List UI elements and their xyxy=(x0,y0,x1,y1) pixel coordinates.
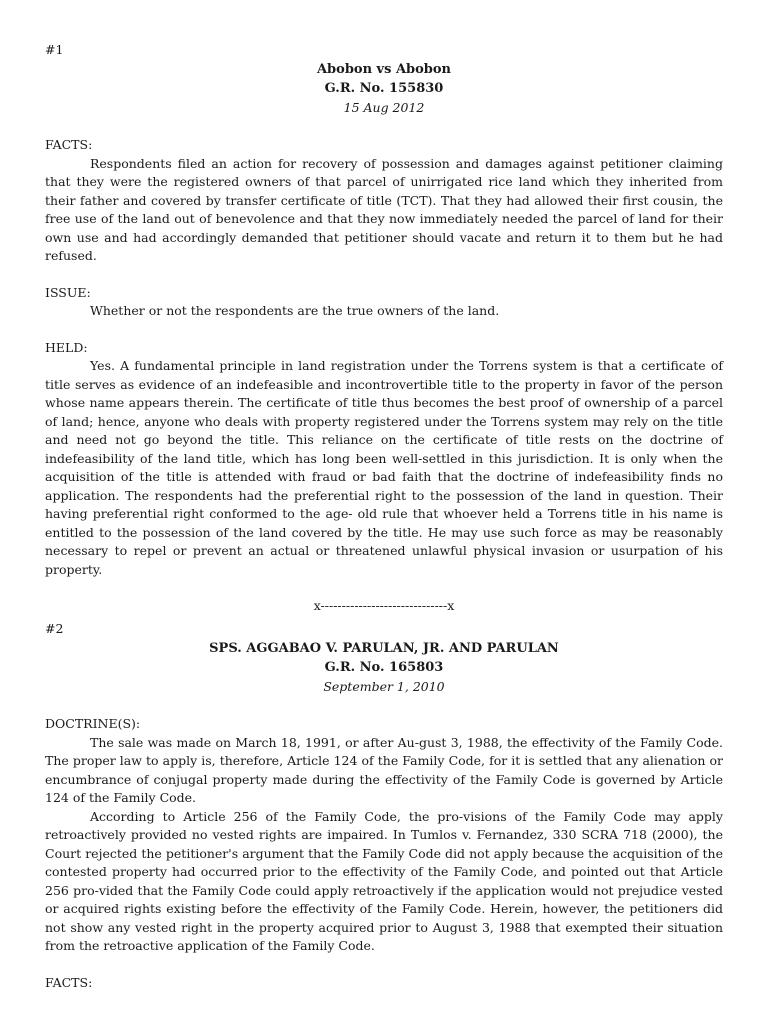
case-heading xyxy=(45,639,723,696)
doctrine-paragraph: According to Article 256 of the Family Code, the pro-visions of the Family Code may apply retroactively provided no vested rights are impaired. In Tumlos v. Fernandez, 330 SCRA 718 (2000), the Court rejected the petitioner's argument that the Family Code did not apply because the acquisition of the contested property had occurred prior to the effectivity of the Family Code, and pointed out that Article 256 pro-vided that the Family Code could apply retroactively if the application would not prejudice vested or acquired rights existing before the effectivity of the Family Code. Herein, however, the petitioners did not show any vested right in the property acquired prior to August 3, 1988 that exempted their situation from the retroactive application of the Family Code. xyxy=(45,808,723,953)
doctrine-label: DOCTRINE(S): xyxy=(45,716,141,731)
facts-label: FACTS: xyxy=(45,974,93,990)
case-number: #1 xyxy=(45,42,64,57)
case-gr-number: G.R. No. 165803 xyxy=(324,660,444,675)
facts-label: FACTS: xyxy=(45,137,93,152)
case-title: SPS. AGGABAO V. PARULAN, JR. AND PARULAN xyxy=(209,641,559,656)
case-number: #2 xyxy=(45,621,64,636)
facts-paragraph: Respondents filed an action for recovery of possession and damages against petitioner claiming that they were the registered owners of that parcel of unirrigated rice land which they inherited from their father and covered by transfer certificate of title (TCT). That they had allowed their first cousin, the free use of the land out of benevolence and that they now immediately needed the parcel of land for their own use and had accordingly demanded that petitioner should vacate and return it to them but he had refused. xyxy=(45,155,723,263)
doctrine-paragraph: The sale was made on March 18, 1991, or after Au-gust 3, 1988, the effectivity of the Family Code. The proper law to apply is, therefore, Article 124 of the Family Code, for it is settled that any alienation or encumbrance of conjugal property made during the effectivity of the Family Code is governed by Article 124 of the Family Code. xyxy=(45,734,723,805)
case-title: Abobon vs Abobon xyxy=(316,62,452,77)
issue-paragraph: Whether or not the respondents are the true owners of the land. xyxy=(90,303,500,318)
case-heading xyxy=(45,60,723,117)
document-page xyxy=(45,40,723,992)
case-gr-number: G.R. No. 155830 xyxy=(324,81,444,96)
case-date: 15 Aug 2012 xyxy=(343,100,425,115)
held-label: HELD: xyxy=(45,339,88,355)
issue-label: ISSUE: xyxy=(45,284,91,300)
held-paragraph: Yes. A fundamental principle in land registration under the Torrens system is that a certificate of title serves as evidence of an indefeasible and incontrovertible title to the property in favor of the person whose name appears therein. The certificate of title thus becomes the best proof of ownership of a parcel of land; hence, anyone who deals with property registered under the Torrens system may rely on the title and need not go beyond the title. This reliance on the certificate of title rests on the doctrine of indefeasibility of the land title, which has long been well-settled in this jurisdiction. It is only when the acquisition of the title is attended with fraud or bad faith that the doctrine of indefeasibility finds no application. The respondents had the preferential right to the possession of the land in question. Their having preferential right conformed to the age- old rule that whoever held a Torrens title in his name is entitled to the possession of the land covered by the title. He may use such force as may be reasonably necessary to repel or prevent an actual or threatened unlawful physical invasion or usurpation of his property. xyxy=(45,358,723,577)
case-date: September 1, 2010 xyxy=(323,679,445,694)
case-separator: x------------------------------x xyxy=(313,598,455,613)
